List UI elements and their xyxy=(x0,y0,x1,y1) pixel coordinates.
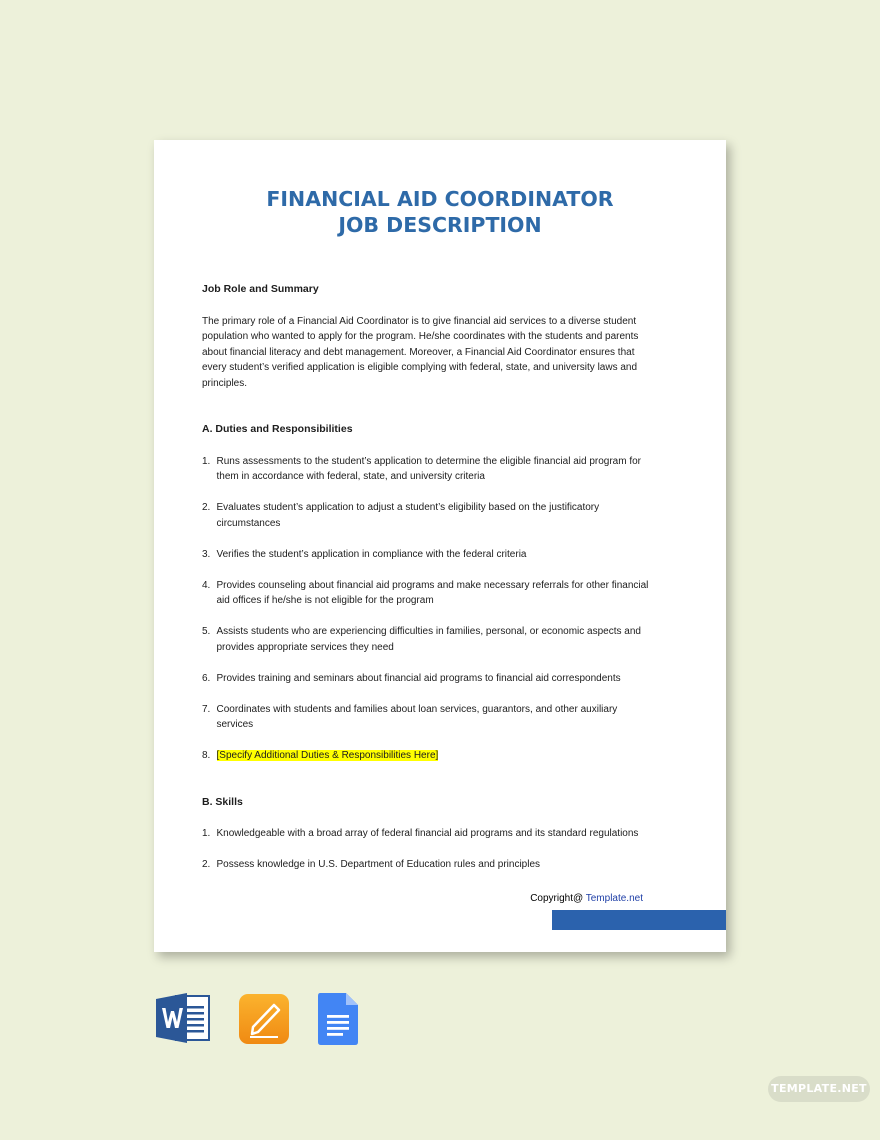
copyright-label: Copyright@ xyxy=(530,893,586,904)
template-net-badge[interactable]: TEMPLATE.NET xyxy=(768,1076,870,1102)
list-item: 7. Coordinates with students and families about loan services, guarantors, and other auxiliary services xyxy=(202,703,618,730)
title-line-1: FINANCIAL AID COORDINATOR xyxy=(266,187,614,211)
summary-paragraph: The primary role of a Financial Aid Coordinator is to give financial aid services to a diverse student population who wanted to apply for the program. He/she coordinates with the students and parents about financial literacy and debt management. Moreover, a Financial Aid Coordinator ensures that every student’s verified application is eligible complying with federal, state, and university laws and principles. xyxy=(202,315,639,389)
document-body xyxy=(202,282,656,873)
skills-list xyxy=(202,826,656,873)
document-title xyxy=(154,186,726,238)
list-item: 2. Evaluates student’s application to adjust a student’s eligibility based on the justificatory circumstances xyxy=(202,502,600,529)
duties-list xyxy=(202,454,656,764)
list-item: 5. Assists students who are experiencing difficulties in families, personal, or economic aspects and provides appropriate services they need xyxy=(202,626,641,653)
pages-icon[interactable] xyxy=(238,993,290,1050)
copyright-link[interactable]: Template.net xyxy=(585,893,643,904)
list-item: 4. Provides counseling about financial aid programs and make necessary referrals for other financial aid offices if he/she is not eligible for the program xyxy=(202,579,649,606)
list-item: 8. [Specify Additional Duties & Responsibilities Here] xyxy=(202,750,439,761)
accent-bar xyxy=(552,910,726,930)
list-item: 6. Provides training and seminars about financial aid programs to financial aid correspondents xyxy=(202,672,621,684)
copyright-line xyxy=(530,893,643,904)
duties-heading: A. Duties and Responsibilities xyxy=(202,423,353,435)
placeholder-highlight: [Specify Additional Duties & Responsibilities Here] xyxy=(216,750,439,761)
word-icon[interactable] xyxy=(156,993,212,1048)
list-item: 3. Verifies the student’s application in compliance with the federal criteria xyxy=(202,548,527,560)
list-item: 2. Possess knowledge in U.S. Department of Education rules and principles xyxy=(202,859,541,870)
list-item: 1. Knowledgeable with a broad array of federal financial aid programs and its standard regulations xyxy=(202,828,639,839)
list-item: 1. Runs assessments to the student’s application to determine the eligible financial aid program for them in accordance with federal, state, and university criteria xyxy=(202,455,641,482)
document-page xyxy=(154,140,726,952)
summary-heading: Job Role and Summary xyxy=(202,283,319,295)
title-line-2: JOB DESCRIPTION xyxy=(338,213,542,237)
google-docs-icon[interactable] xyxy=(317,993,359,1050)
skills-heading: B. Skills xyxy=(202,795,243,808)
